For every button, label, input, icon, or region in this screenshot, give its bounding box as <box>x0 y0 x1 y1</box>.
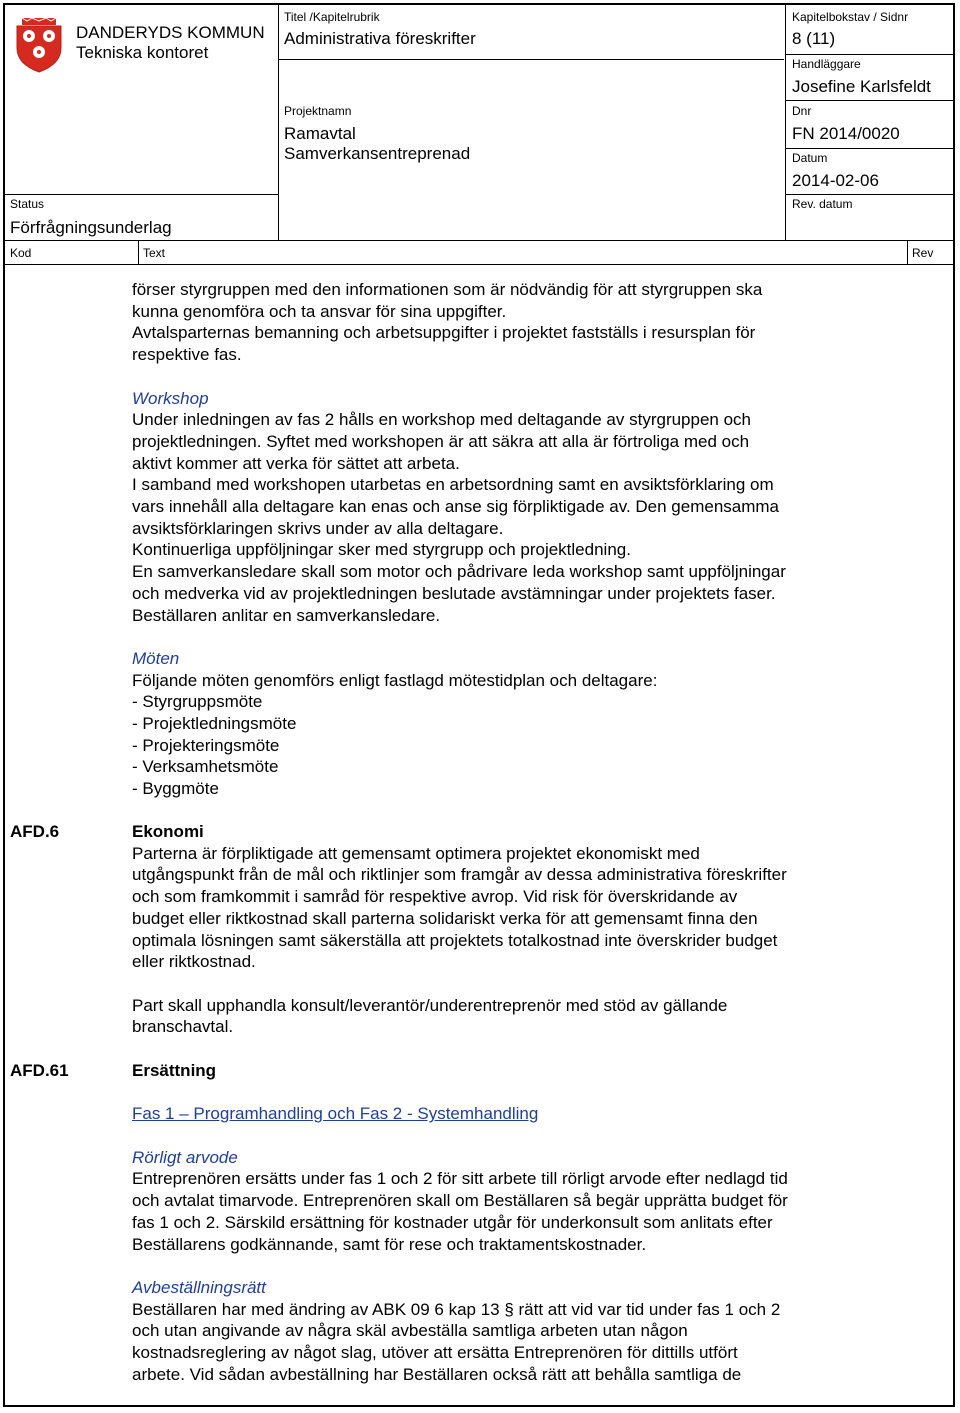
moten-intro: Följande möten genomförs enligt fastlagd mötestidplan och deltagare: <box>132 670 658 690</box>
ersattning-heading: Ersättning <box>132 1061 217 1080</box>
avbest-heading: Avbeställningsrätt <box>132 1277 266 1297</box>
title-value: Administrativa föreskrifter <box>284 29 476 48</box>
date-label: Datum <box>792 151 828 165</box>
rorligt-line: Beställarens godkännande, samt för rese och traktamentskostnader. <box>132 1234 647 1254</box>
column-text: Text <box>143 246 166 260</box>
status-label: Status <box>10 197 45 211</box>
fas-heading: Fas 1 – Programhandling och Fas 2 - Systemhandling <box>132 1104 539 1124</box>
project-label: Projektnamn <box>284 104 352 118</box>
afd61-code: AFD.61 <box>10 1061 69 1080</box>
ekonomi-line: Parterna är förpliktigade att gemensamt optimera projektet ekonomiskt med <box>132 843 700 863</box>
ekonomi-line: optimala lösningen samt säkerställa att projektets totalkostnad inte överskrider budget <box>132 930 778 950</box>
header-divider-5 <box>3 194 279 195</box>
rev-date-label: Rev. datum <box>792 197 853 211</box>
moten-item: - Byggmöte <box>132 779 219 799</box>
workshop-line: Under inledningen av fas 2 hålls en workshop med deltagande av styrgruppen och <box>132 410 752 430</box>
header-vdivider-3 <box>138 240 139 264</box>
afd6-code: AFD.6 <box>10 822 60 841</box>
column-kod: Kod <box>10 246 32 260</box>
rorligt-heading: Rörligt arvode <box>132 1147 238 1167</box>
workshop-line: aktivt kommer att verka för sättet att arbeta. <box>132 453 460 473</box>
workshop-line: En samverkansledare skall som motor och pådrivare leda workshop samt uppföljningar <box>132 562 786 582</box>
header-divider-7 <box>3 240 955 241</box>
chapter-label: Kapitelbokstav / Sidnr <box>792 10 909 24</box>
ekonomi-heading: Ekonomi <box>132 822 204 841</box>
project-value-1: Ramavtal <box>284 124 356 143</box>
workshop-line: Kontinuerliga uppföljningar sker med styrgrupp och projektledning. <box>132 540 631 560</box>
status-value: Förfrågningsunderlag <box>10 218 172 237</box>
org-name: DANDERYDS KOMMUN <box>76 23 265 42</box>
workshop-line: Beställaren anlitar en samverkansledare. <box>132 605 441 625</box>
header-divider-6 <box>786 194 955 195</box>
body-section-ersattning <box>132 1060 922 1386</box>
handler-label: Handläggare <box>792 57 861 71</box>
dnr-value: FN 2014/0020 <box>792 124 900 143</box>
ekonomi-line: budget eller riktkostnad skall parterna solidariskt verka för att gemensamt finna den <box>132 908 758 928</box>
ekonomi-part-line: Part skall upphandla konsult/leverantör/underentreprenör med stöd av gällande <box>132 995 728 1015</box>
workshop-line: vars innehåll alla deltagare kan enas och anse sig förpliktigade av. Den gemensamma <box>132 497 780 517</box>
rorligt-line: fas 1 och 2. Särskild ersättning för kostnader utgår för underkonsult som anlitats efter <box>132 1212 773 1232</box>
avbest-line: och utan angivande av några skäl avbeställa samtliga arbeten utan någon <box>132 1321 688 1341</box>
header-vdivider-1 <box>278 3 279 240</box>
title-label: Titel /Kapitelrubrik <box>284 10 380 24</box>
moten-item: - Verksamhetsmöte <box>132 757 279 777</box>
avbest-line: Beställaren har med ändring av ABK 09 6 kap 13 § rätt att vid var tid under fas 1 och 2 <box>132 1299 781 1319</box>
header-divider-2 <box>786 54 955 55</box>
municipality-logo <box>14 16 64 74</box>
moten-heading: Möten <box>132 648 180 668</box>
ekonomi-line: eller riktkostnad. <box>132 952 256 972</box>
org-department: Tekniska kontoret <box>76 43 209 62</box>
column-rev: Rev <box>912 246 934 260</box>
avbest-line: arbete. Vid sådan avbeställning har Beställaren också rätt att behålla samtliga de <box>132 1364 742 1384</box>
handler-value: Josefine Karlsfeldt <box>792 77 931 96</box>
rorligt-line: Entreprenören ersätts under fas 1 och 2 för sitt arbete till rörligt arvode efter nedlagd tid <box>132 1169 788 1189</box>
avbest-line: kostnadsreglering av något slag, utöver att ersätta Entreprenören för dittills utfört <box>132 1343 738 1363</box>
header-divider-8 <box>3 264 955 265</box>
moten-item: - Projektledningsmöte <box>132 714 297 734</box>
moten-item: - Styrgruppsmöte <box>132 692 263 712</box>
dnr-label: Dnr <box>792 104 812 118</box>
workshop-line: och medverka vid av projektledningen beslutade avstämningar under projektets faser. <box>132 583 776 603</box>
date-value: 2014-02-06 <box>792 171 879 190</box>
body-section-ekonomi <box>132 821 922 1038</box>
header-vdivider-4 <box>907 240 908 264</box>
header-divider-3 <box>786 100 955 101</box>
project-value-2: Samverkansentreprenad <box>284 144 471 163</box>
intro-line: Avtalsparternas bemanning och arbetsuppgifter i projektet fastställs i resursplan för <box>132 323 756 343</box>
workshop-line: I samband med workshopen utarbetas en arbetsordning samt en avsiktsförklaring om <box>132 475 774 495</box>
intro-line: kunna genomföra och ta ansvar för sina uppgifter. <box>132 301 507 321</box>
intro-line: respektive fas. <box>132 345 242 365</box>
intro-line: förser styrgruppen med den informationen som är nödvändig för att styrgruppen ska <box>132 280 763 299</box>
header-divider-4 <box>786 148 955 149</box>
rorligt-line: och avtalat timarvode. Entreprenören skall om Beställaren så begär upprätta budget för <box>132 1191 788 1211</box>
ekonomi-part-line: branschavtal. <box>132 1017 234 1037</box>
header-divider-1 <box>278 59 784 60</box>
header-vdivider-2 <box>785 3 786 240</box>
workshop-heading: Workshop <box>132 388 209 408</box>
workshop-line: projektledningen. Syftet med workshopen är att säkra att alla är förtroliga med och <box>132 431 750 451</box>
body-section-intro <box>132 279 922 800</box>
chapter-value: 8 (11) <box>792 29 836 48</box>
ekonomi-line: och som framkommit i samråd för respektive avrop. Vid risk för överskridande av <box>132 887 738 907</box>
moten-item: - Projekteringsmöte <box>132 735 280 755</box>
ekonomi-line: utgångspunkt från de mål och riktlinjer som framgår av dessa administrativa föreskrifter <box>132 865 787 885</box>
workshop-line: avsiktsförklaringen skrivs under av alla deltagare. <box>132 518 504 538</box>
